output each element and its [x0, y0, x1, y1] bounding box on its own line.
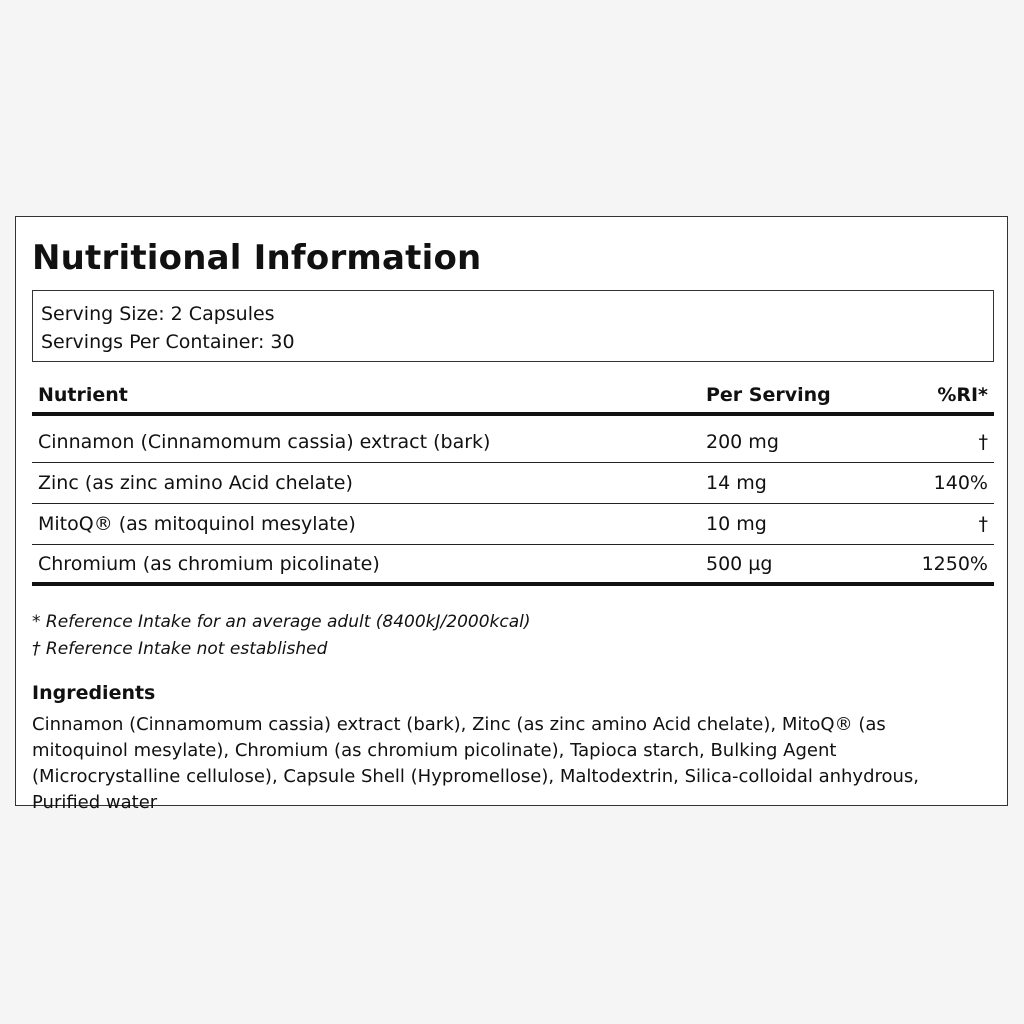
nutrient-amount: 14 mg — [706, 472, 767, 494]
table-row — [32, 545, 994, 586]
table-row — [32, 504, 994, 545]
nutrient-name: Chromium (as chromium picolinate) — [38, 552, 380, 575]
nutrient-ri: 1250% — [921, 552, 988, 575]
serving-size: Serving Size: 2 Capsules — [41, 303, 275, 325]
ingredients-heading: Ingredients — [32, 682, 156, 704]
nutrition-label-panel — [15, 216, 1008, 813]
table-row — [32, 422, 994, 463]
nutrient-name: Cinnamon (Cinnamomum cassia) extract (bark) — [38, 431, 491, 453]
nutrient-amount: 500 µg — [706, 552, 773, 575]
header-per-serving: Per Serving — [706, 383, 831, 406]
header-ri: %RI* — [937, 383, 988, 406]
nutrient-amount: 200 mg — [706, 431, 779, 453]
nutrient-table — [32, 377, 994, 586]
table-row — [32, 463, 994, 504]
nutrient-amount: 10 mg — [706, 513, 767, 535]
nutrient-ri: † — [978, 513, 988, 535]
header-nutrient: Nutrient — [38, 383, 128, 406]
table-header-row — [32, 377, 994, 416]
footnote-reference-intake: * Reference Intake for an average adult (8400kJ/2000kcal) — [32, 612, 531, 632]
nutrient-name: Zinc (as zinc amino Acid chelate) — [38, 472, 353, 494]
ingredients-text: Cinnamon (Cinnamomum cassia) extract (bark), Zinc (as zinc amino Acid chelate), MitoQ® (as mitoquinol mesylate), Chromium (as chromium picolinate), Tapioca starch, Bulking Agent (Microcrystalline cellulose), Capsule Shell (Hypromellose), Maltodextrin, Silica-colloidal anhydrous, Purified water — [32, 714, 920, 813]
serving-info-box — [32, 290, 994, 362]
nutrient-ri: 140% — [933, 472, 988, 494]
label-title: Nutritional Information — [32, 238, 482, 278]
nutrient-name: MitoQ® (as mitoquinol mesylate) — [38, 513, 356, 535]
servings-per-container: Servings Per Container: 30 — [41, 331, 295, 353]
footnotes — [32, 609, 531, 663]
nutrient-ri: † — [978, 431, 988, 453]
footnote-not-established: † Reference Intake not established — [32, 639, 328, 659]
